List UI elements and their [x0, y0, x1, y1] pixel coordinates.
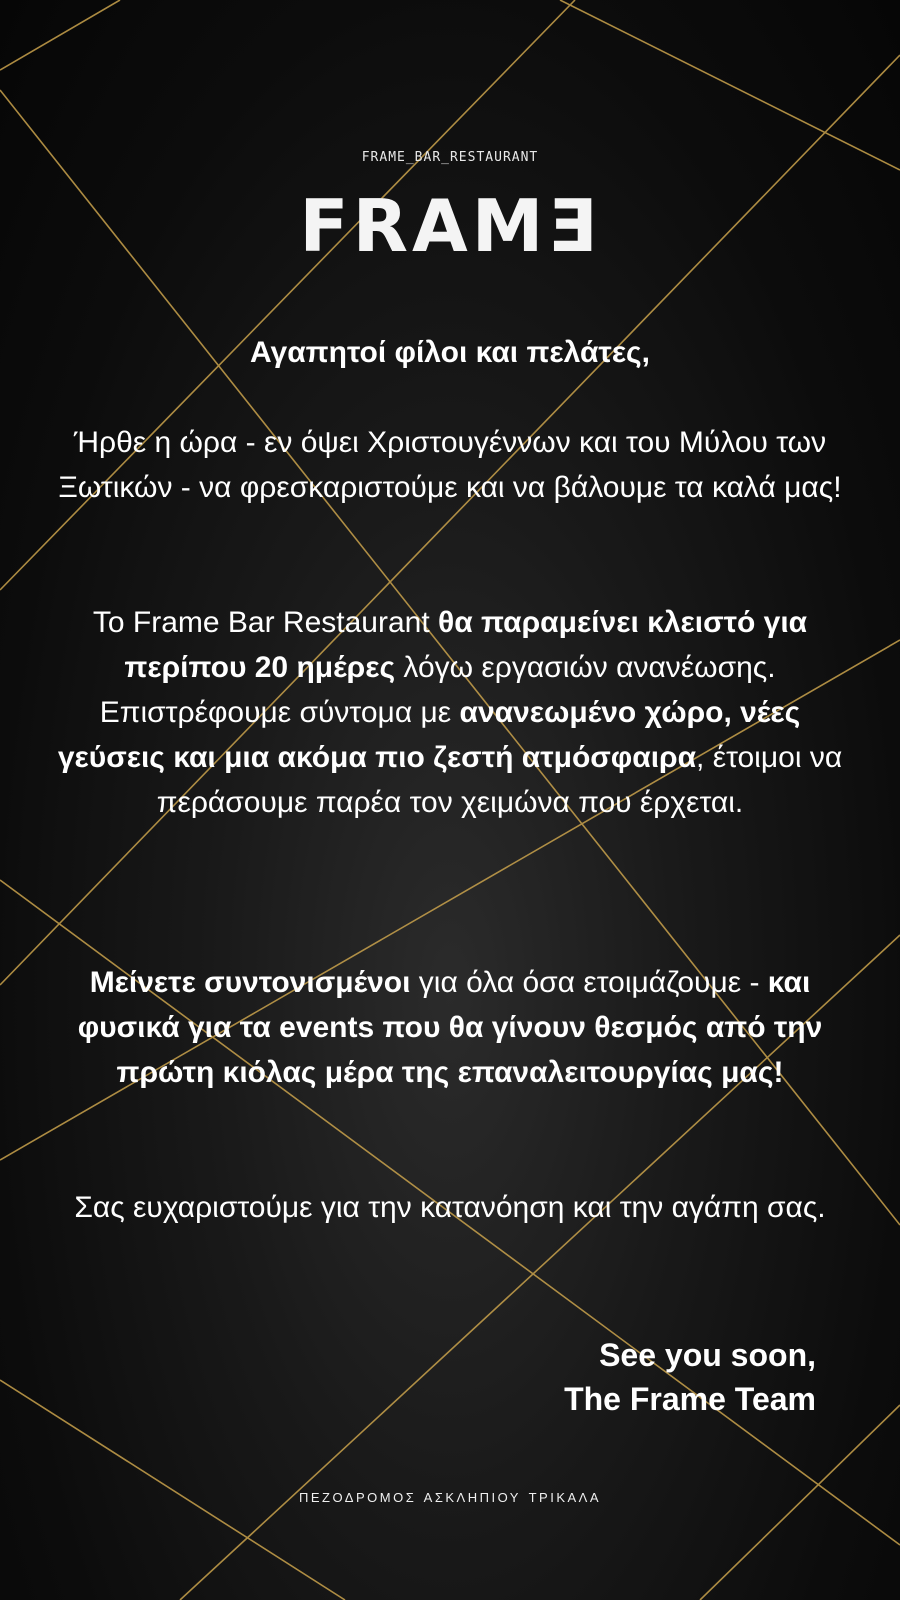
text-segment: λόγω εργασιών ανανέωσης. Επιστρέφουμε σύντομα με [99, 651, 776, 729]
paragraph-closure-details [50, 600, 850, 825]
text-segment: , έτοιμοι να περάσουμε παρέα τον χειμώνα που έρχεται. [156, 741, 843, 819]
bold-segment: Μείνετε συντονισμένοι [89, 966, 411, 999]
signoff-line-1: See you soon, [599, 1337, 816, 1373]
text-segment: Το Frame Bar Restaurant [92, 606, 439, 639]
frame-logo: FRAMƎ [299, 184, 601, 268]
signoff [564, 1333, 816, 1421]
text-segment: για όλα όσα ετοιμάζουμε - [410, 966, 768, 999]
greeting: Αγαπητοί φίλοι και πελάτες, [249, 336, 650, 369]
paragraph-stay-tuned [50, 960, 850, 1095]
brand-handle: FRAME_BAR_RESTAURANT [361, 150, 539, 165]
signoff-line-2: The Frame Team [564, 1381, 816, 1417]
address-footer: ΠΕΖΟΔΡΟΜΟΣ ΑΣΚΛΗΠΙΟΥ ΤΡΙΚΑΛΑ [298, 1490, 602, 1505]
bold-segment: και φυσικά για τα events που θα γίνουν θεσμός από την πρώτη κιόλας μέρα της επαναλειτουργίας μας! [77, 966, 823, 1089]
bold-segment: ανανεωμένο χώρο, νέες γεύσεις και μια ακόμα πιο ζεστή ατμόσφαιρα [57, 696, 801, 774]
paragraph-thanks: Σας ευχαριστούμε για την κατανόηση και την αγάπη σας. [74, 1191, 826, 1224]
bold-segment: θα παραμείνει κλειστό για περίπου 20 ημέρες [124, 606, 808, 684]
paragraph-renovation-intro: Ήρθε η ώρα - εν όψει Χριστουγέννων και του Μύλου των Ξωτικών - να φρεσκαριστούμε και να βάλουμε τα καλά μας! [58, 426, 842, 504]
